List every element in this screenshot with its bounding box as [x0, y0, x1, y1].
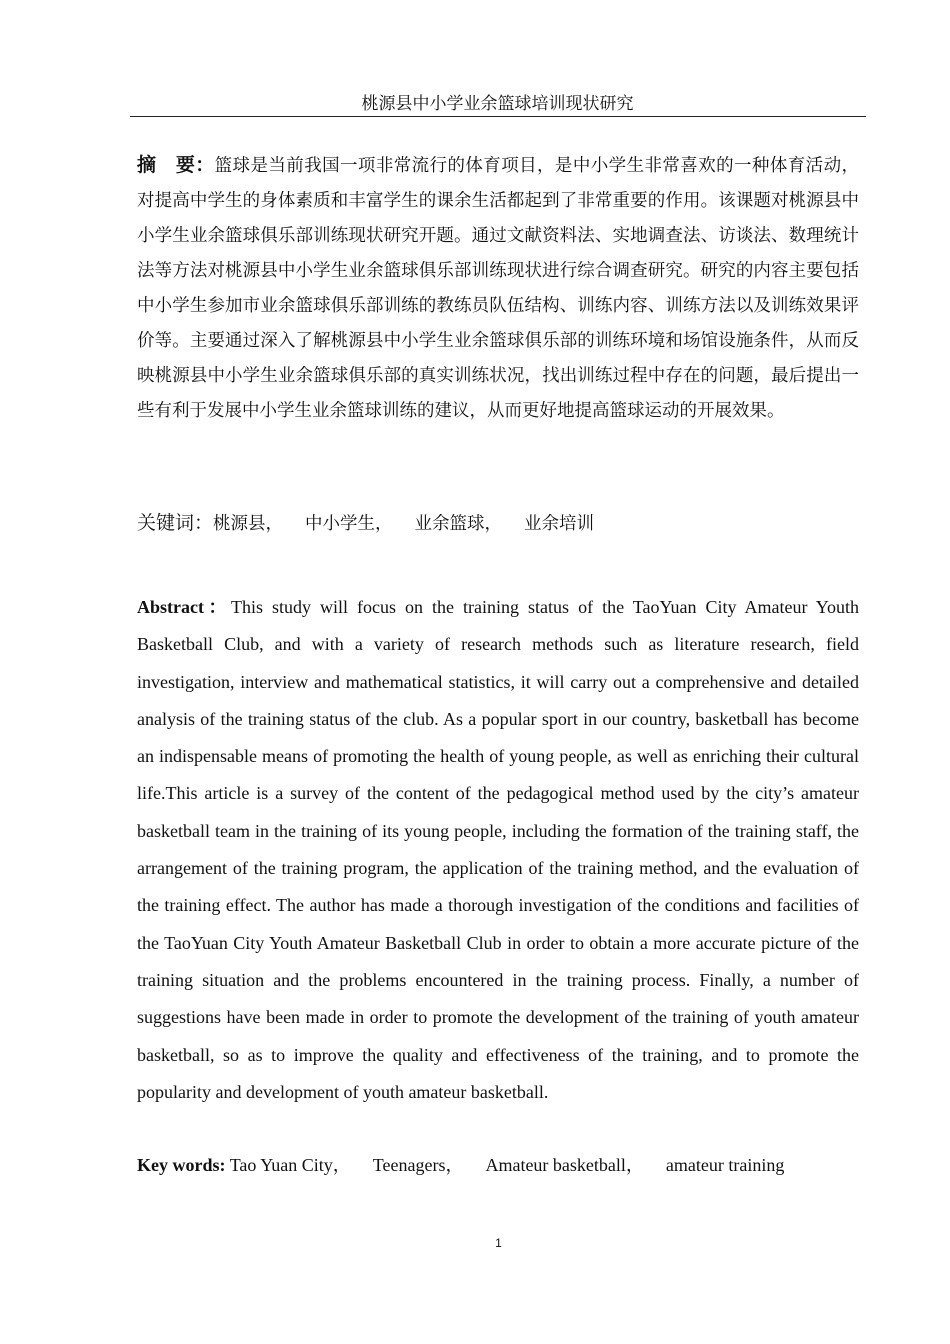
- chinese-keyword-item: 业余培训: [524, 514, 595, 534]
- english-abstract: [137, 589, 859, 1111]
- chinese-abstract: [137, 148, 859, 429]
- english-abstract-label: Abstract：: [137, 597, 232, 617]
- running-header-title: 桃源县中小学业余篮球培训现状研究: [361, 94, 634, 114]
- english-keywords: [137, 1150, 859, 1180]
- english-keyword-item: Amateur basketball，: [485, 1155, 644, 1175]
- chinese-keyword-item: 业余篮球，: [414, 514, 503, 534]
- chinese-keywords-label: 关键词：: [137, 512, 214, 534]
- chinese-keyword-item: 中小学生，: [305, 514, 393, 534]
- chinese-keyword-item: 桃源县，: [213, 514, 284, 534]
- chinese-abstract-label: 摘 要：: [137, 154, 215, 176]
- header-divider: [130, 116, 866, 117]
- chinese-keywords: [137, 508, 859, 539]
- page-number: 1: [495, 1236, 502, 1250]
- english-keyword-item: Tao Yuan City，: [229, 1155, 351, 1175]
- chinese-abstract-text: 篮球是当前我国一项非常流行的体育项目，是中小学生非常喜欢的一种体育活动，对提高中学生的身体素质和丰富学生的课余生活都起到了非常重要的作用。该课题对桃源县中小学生业余篮球俱乐部训练现状研究开题。通过文献资料法、实地调查法、访谈法、数理统计法等方法对桃源县中小学生业余篮球俱乐部训练现状进行综合调查研究。研究的内容主要包括中小学生参加市业余篮球俱乐部训练的教练员队伍结构、训练内容、训练方法以及训练效果评价等。主要通过深入了解桃源县中小学生业余篮球俱乐部的训练环境和场馆设施条件，从而反映桃源县中小学生业余篮球俱乐部的真实训练状况，找出训练过程中存在的问题，最后提出一些有利于发展中小学生业余篮球训练的建议，从而更好地提高篮球运动的开展效果。: [137, 156, 859, 421]
- english-keyword-item: Teenagers，: [372, 1155, 464, 1175]
- english-keyword-item: amateur training: [665, 1155, 785, 1175]
- english-abstract-text: This study will focus on the training status of the TaoYuan City Amateur Youth Basketball Club, and with a variety of research methods such as literature research, field investigation, interview and mathematical statistics, it will carry out a comprehensive and detailed analysis of the training status of the club. As a popular sport in our country, basketball has become an indispensable means of promoting the health of young people, as well as enriching their cultural life.This article is a survey of the content of the pedagogical method used by the city’s amateur basketball team in the training of its young people, including the formation of the training staff, the arrangement of the training program, the application of the training method, and the evaluation of the training effect. The author has made a thorough investigation of the conditions and facilities of the TaoYuan City Youth Amateur Basketball Club in order to obtain a more accurate picture of the training situation and the problems encountered in the training process. Finally, a number of suggestions have been made in order to promote the development of the training of youth amateur basketball, so as to improve the quality and effectiveness of the training, and to promote the popularity and development of youth amateur basketball.: [137, 597, 860, 1102]
- english-keywords-label: Key words:: [137, 1155, 226, 1175]
